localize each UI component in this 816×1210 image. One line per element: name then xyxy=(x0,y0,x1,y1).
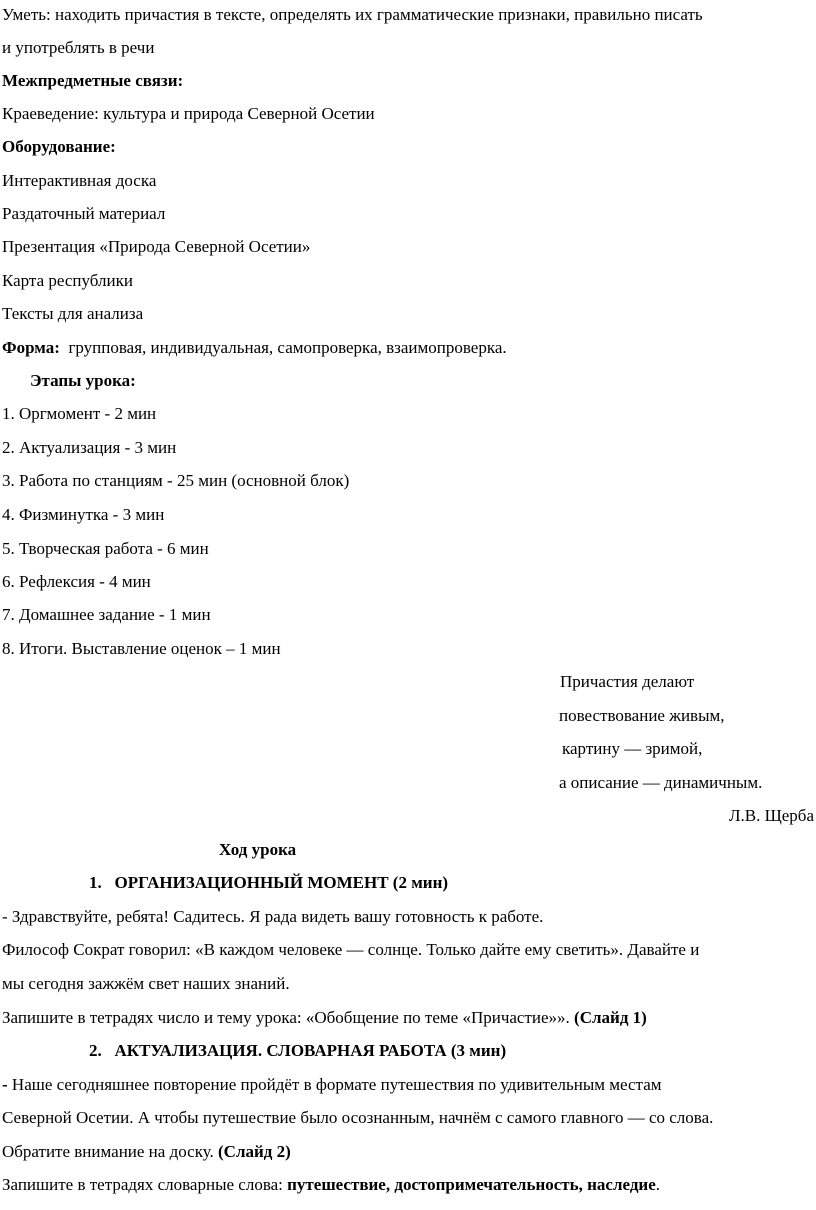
stage-item: 8. Итоги. Выставление оценок – 1 мин xyxy=(2,639,281,658)
section-1-quote-line-2: мы сегодня зажжём свет наших знаний. xyxy=(2,974,290,993)
equipment-item: Раздаточный материал xyxy=(2,204,166,223)
section-2-dash: - xyxy=(2,1075,8,1094)
course-title: Ход урока xyxy=(219,840,297,859)
stage-item: 1. Оргмомент - 2 мин xyxy=(2,404,157,423)
equipment-item: Презентация «Природа Северной Осетии» xyxy=(2,237,311,256)
section-2-vocab-text: Запишите в тетрадях словарные слова: xyxy=(2,1175,288,1194)
stage-item: 4. Физминутка - 3 мин xyxy=(2,505,165,524)
section-2-heading xyxy=(89,1041,506,1061)
equipment-item: Интерактивная доска xyxy=(2,171,157,190)
form-label: Форма: xyxy=(2,338,60,357)
epigraph-line: Причастия делают xyxy=(560,672,695,691)
section-1-title: ОРГАНИЗАЦИОННЫЙ МОМЕНТ (2 мин) xyxy=(114,873,449,892)
section-1-task xyxy=(2,1008,647,1028)
equipment-heading: Оборудование: xyxy=(2,137,116,156)
section-2-number: 2. xyxy=(89,1041,102,1060)
equipment-item: Тексты для анализа xyxy=(2,304,144,323)
stages-heading: Этапы урока: xyxy=(30,371,136,390)
section-2-para-text: Наше сегодняшнее повторение пройдёт в формате путешествия по удивительным местам xyxy=(7,1075,662,1094)
equipment-item: Карта республики xyxy=(2,271,133,290)
epigraph-line: повествование живым, xyxy=(559,706,725,725)
stage-item: 3. Работа по станциям - 25 мин (основной блок) xyxy=(2,471,350,490)
section-2-para-line-3 xyxy=(2,1142,291,1162)
form-line xyxy=(2,338,507,358)
stage-item: 5. Творческая работа - 6 мин xyxy=(2,539,209,558)
stage-item: 7. Домашнее задание - 1 мин xyxy=(2,605,211,624)
form-text: групповая, индивидуальная, самопроверка, взаимопроверка. xyxy=(68,338,507,357)
vocab-words: путешествие, достопримечательность, наследие xyxy=(287,1175,656,1194)
slide-2-ref: (Слайд 2) xyxy=(218,1142,291,1161)
stage-item: 2. Актуализация - 3 мин xyxy=(2,438,177,457)
section-2-vocab xyxy=(2,1175,660,1195)
stage-item: 6. Рефлексия - 4 мин xyxy=(2,572,151,591)
section-2-para-text-3: Обратите внимание на доску. xyxy=(2,1142,219,1161)
epigraph-author: Л.В. Щерба xyxy=(728,806,814,825)
goals-line-1: Уметь: находить причастия в тексте, определять их грамматические признаки, правильно писать xyxy=(2,5,703,24)
epigraph-line: а описание — динамичным. xyxy=(559,773,763,792)
vocab-period: . xyxy=(655,1175,661,1194)
section-2-title: АКТУАЛИЗАЦИЯ. СЛОВАРНАЯ РАБОТА (3 мин) xyxy=(114,1041,507,1060)
links-text: Краеведение: культура и природа Северной Осетии xyxy=(2,104,375,123)
section-2-para-line-1 xyxy=(2,1075,662,1095)
links-heading: Межпредметные связи: xyxy=(2,71,184,90)
section-1-number: 1. xyxy=(89,873,102,892)
epigraph-line: картину — зримой, xyxy=(562,739,703,758)
section-1-task-text: Запишите в тетрадях число и тему урока: «Обобщение по теме «Причастие»». xyxy=(2,1008,575,1027)
goals-line-2: и употреблять в речи xyxy=(2,38,155,57)
section-2-para-line-2: Северной Осетии. А чтобы путешествие было осознанным, начнём с самого главного — со слова. xyxy=(2,1108,714,1127)
section-1-greeting: - Здравствуйте, ребята! Садитесь. Я рада видеть вашу готовность к работе. xyxy=(2,907,544,926)
section-1-quote-line-1: Философ Сократ говорил: «В каждом человеке — солнце. Только дайте ему светить». Давайте и xyxy=(2,940,700,959)
section-1-heading xyxy=(89,873,448,893)
slide-1-ref: (Слайд 1) xyxy=(574,1008,647,1027)
